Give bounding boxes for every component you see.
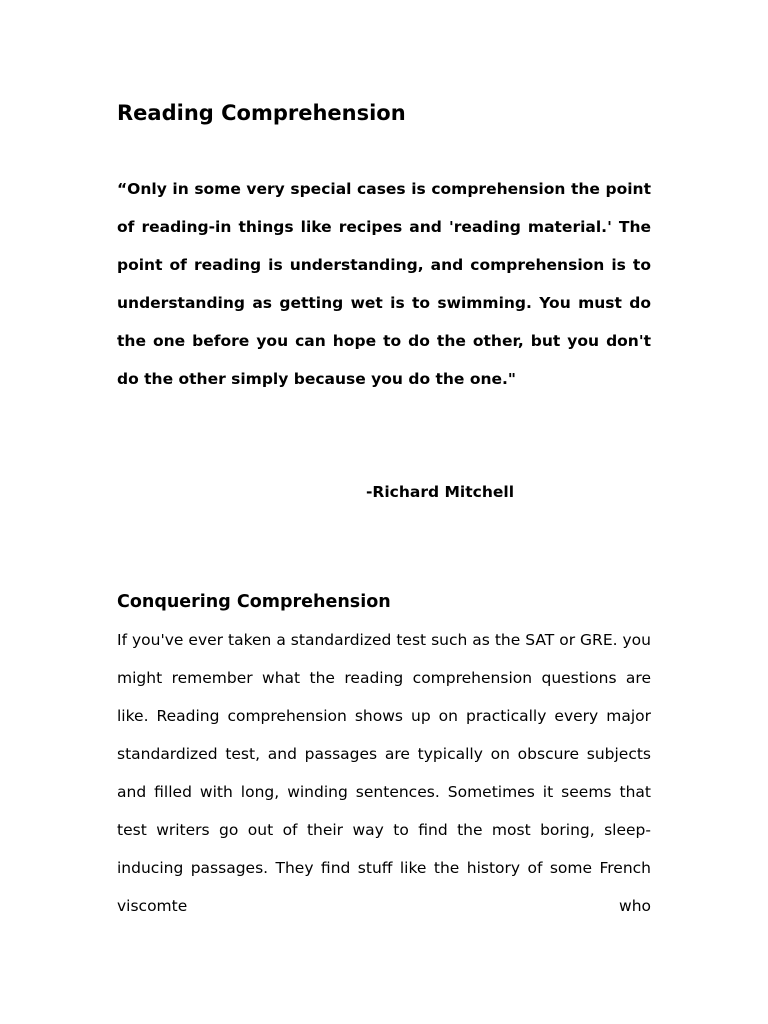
section-body-text: If you've ever taken a standardized test such as the SAT or GRE. you might remember what the reading comprehension questions are like. Reading comprehension shows up on practically every major standardized test, and passages are typically on obscure subjects and filled with long, winding sentences. Sometimes it seems that test writers go out of their way to find the most boring, sleep- inducing passages. They find stuff like the history of some French viscomte who: [117, 631, 651, 915]
section-title: Conquering Comprehension: [117, 592, 391, 612]
quote-attribution: -Richard Mitchell: [366, 483, 515, 501]
document-title: Reading Comprehension: [117, 101, 406, 125]
quote-text: “Only in some very special cases is comprehension the point of reading-in things like recipes and 'reading material.' The point of reading is understanding, and comprehension is to understanding as getting wet is to swimming. You must do the one before you can hope to do the other, but you don't do the other simply because you do the one.": [117, 180, 651, 388]
